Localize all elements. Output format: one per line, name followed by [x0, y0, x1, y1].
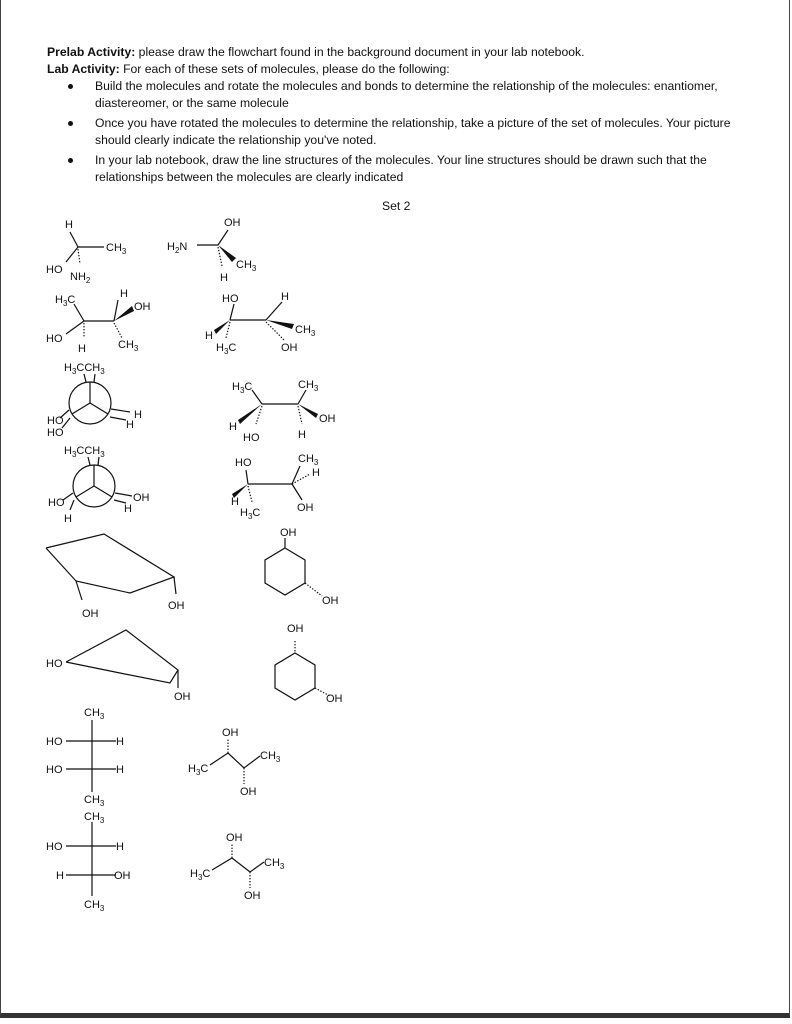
atom-label: H [64, 513, 72, 525]
atom-label: HO [46, 764, 63, 776]
atom-label: H [298, 429, 306, 441]
molecule-3b [229, 379, 336, 444]
atom-label: $CH_3$ [260, 750, 281, 764]
atom-label: OH [133, 492, 150, 504]
atom-label: H [78, 343, 86, 355]
atom-label: H [134, 409, 142, 421]
newman-projection-2 [48, 445, 150, 525]
atom-label: H [312, 467, 320, 479]
atom-label: OH [280, 527, 297, 539]
prelab-text: please draw the flowchart found in the background document in your lab notebook. [138, 45, 585, 59]
fischer-projection-2 [46, 811, 131, 913]
atom-label: $H_3C$ [188, 763, 209, 777]
atom-label: H [281, 291, 289, 303]
atom-label: OH [240, 786, 257, 798]
bullet-item: In your lab notebook, draw the line structures of the molecules. Your line structures should be drawn such that the relationships between the molecules are clearly indicated [95, 152, 747, 186]
atom-label: HO [243, 432, 260, 444]
cyclohexane-ring-1 [265, 527, 339, 607]
bullet-item: Build the molecules and rotate the molecules and bonds to determine the relationship of the molecules: enantiomer, diastereomer, or the same molecule [95, 78, 747, 112]
atom-label: OH [224, 217, 241, 229]
atom-label: $CH_3$ [84, 707, 105, 721]
atom-label: OH [322, 595, 339, 607]
molecule-4b [231, 453, 320, 521]
atom-label: H [65, 219, 73, 231]
atom-label: HO [46, 841, 63, 853]
atom-label: $CH_3$ [106, 242, 127, 256]
chair-cyclohexane-1 [46, 534, 185, 620]
atom-label: $H_3CCH_3$ [64, 445, 105, 459]
molecule-1b [167, 217, 257, 284]
atom-label: HO [235, 457, 252, 469]
atom-label: OH [326, 693, 343, 705]
atom-label: HO [48, 497, 65, 509]
atom-label: $CH_3$ [236, 259, 257, 273]
bullet-item: Once you have rotated the molecules to determine the relationship, take a picture of the set of molecules. Your picture should clearly indicate the relationship you've noted. [95, 115, 747, 149]
atom-label: $CH_3$ [264, 857, 285, 871]
atom-label: OH [287, 623, 304, 635]
atom-label: $H_3C$ [190, 868, 211, 882]
atom-label: OH [174, 691, 191, 703]
atom-label: $CH_3$ [118, 339, 139, 353]
atom-label: $CH_3$ [298, 379, 319, 393]
newman-projection-1 [47, 362, 142, 439]
atom-label: OH [281, 342, 298, 354]
chair-cyclohexane-2 [46, 630, 191, 703]
atom-label: H [116, 736, 124, 748]
set-label: Set 2 [382, 199, 411, 213]
atom-label: H [116, 764, 124, 776]
atom-label: H [56, 870, 64, 882]
molecule-2a [46, 288, 151, 355]
prelab-label: Prelab Activity: [47, 45, 136, 59]
atom-label: H [124, 503, 132, 515]
zigzag-molecule-1 [188, 727, 281, 798]
atom-label: $CH_3$ [295, 324, 316, 338]
atom-label: H [220, 272, 228, 284]
atom-label: $H_3C$ [55, 294, 76, 308]
atom-label: HO [222, 293, 239, 305]
atom-label: HO [46, 264, 63, 276]
molecule-2b [205, 291, 316, 356]
atom-label: HO [46, 736, 63, 748]
atom-label: $CH_3$ [84, 899, 105, 913]
atom-label: H [231, 496, 239, 508]
atom-label: $CH_3$ [84, 811, 105, 825]
atom-label: $H_3C$ [216, 342, 237, 356]
zigzag-molecule-2 [190, 832, 285, 902]
atom-label: H [229, 421, 237, 433]
atom-label: HO [46, 658, 63, 670]
atom-label: HO [47, 427, 64, 439]
atom-label: $H_3C$ [240, 507, 261, 521]
atom-label: OH [168, 600, 185, 612]
lab-text: For each of these sets of molecules, please do the following: [123, 62, 450, 76]
atom-label: $NH_2$ [70, 271, 91, 285]
atom-label: OH [82, 608, 99, 620]
lab-label: Lab Activity: [47, 62, 120, 76]
atom-label: H [116, 841, 124, 853]
atom-label: OH [297, 502, 314, 514]
fischer-projection-1 [46, 707, 124, 808]
molecule-1a [46, 219, 127, 285]
atom-label: OH [114, 870, 131, 882]
atom-label: $H_3C$ [232, 381, 253, 395]
atom-label: OH [134, 301, 151, 313]
atom-label: HO [46, 333, 63, 345]
atom-label: $CH_3$ [84, 794, 105, 808]
atom-label: OH [226, 832, 243, 844]
atom-label: $H_3CCH_3$ [64, 362, 105, 376]
atom-label: OH [222, 727, 239, 739]
atom-label: H [205, 330, 213, 342]
atom-label: $H_2N$ [167, 241, 188, 255]
atom-label: OH [319, 413, 336, 425]
atom-label: OH [244, 890, 261, 902]
cyclohexane-ring-2 [275, 623, 343, 705]
atom-label: H [126, 419, 134, 431]
atom-label: $CH_3$ [298, 453, 319, 467]
atom-label: H [120, 288, 128, 300]
atom-label: HO [47, 415, 64, 427]
